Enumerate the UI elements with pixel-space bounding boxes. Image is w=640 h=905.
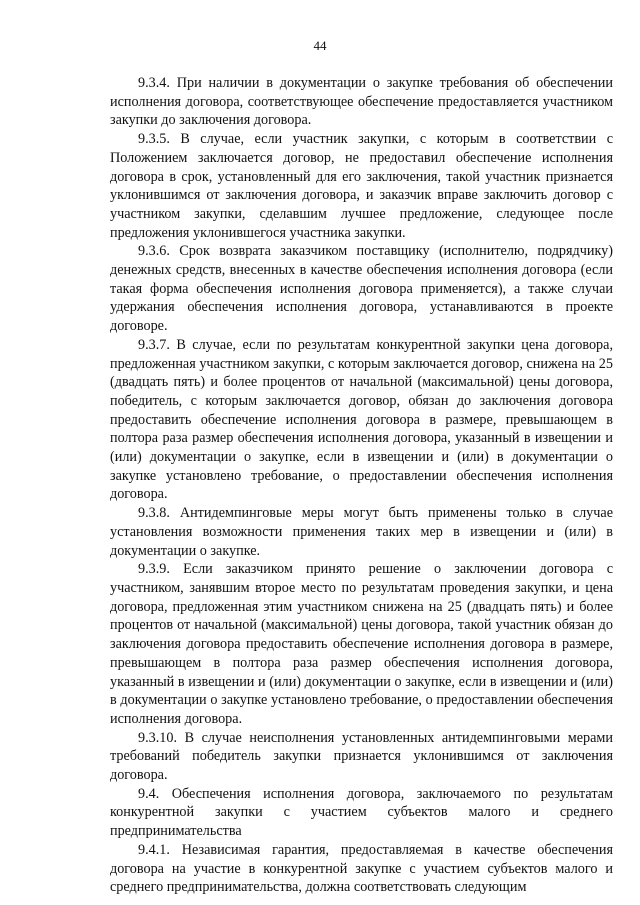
paragraph-9-4-1: 9.4.1. Независимая гарантия, предоставляемая в качестве обеспечения договора на участие в конкурентной закупке с участием субъектов малого и среднего предпринимательства, должна соответствовать следующим: [110, 841, 613, 896]
page-number: 44: [313, 38, 327, 53]
paragraph-9-3-7: 9.3.7. В случае, если по результатам конкурентной закупки цена договора, предложенная участником закупки, с которым заключается договор, снижена на 25 (двадцать пять) и более процентов от начальной (максимальной) цены договора, победитель, с которым заключается договор, обязан до заключения договора предоставить обеспечение исполнения договора в размере, превышающем в полтора раза размер обеспечения исполнения договора, указанный в извещении и (или) документации о закупке, если в извещении и (или) в документации о закупке установлено требование, о предоставлении обеспечения исполнения договора.: [110, 336, 613, 503]
paragraph-9-4: 9.4. Обеспечения исполнения договора, заключаемого по результатам конкурентной закупки с участием субъектов малого и среднего предпринимательства: [110, 785, 613, 840]
document-body: [110, 74, 613, 897]
paragraph-9-3-9: 9.3.9. Если заказчиком принято решение о заключении договора с участником, занявшим второе место по результатам проведения закупки, и цена договора, предложенная этим участником снижена на 25 (двадцать пять) и более процентов от начальной (максимальной) цены договора, такой участник обязан до заключения договора предоставить обеспечение исполнения договора в размере, превышающем в полтора раза размер обеспечения исполнения договора, указанный в извещении и (или) документации о закупке, если в извещении и (или) в документации о закупке установлено требование, о предоставлении обеспечения исполнения договора.: [110, 561, 613, 727]
paragraph-9-3-4: 9.3.4. При наличии в документации о закупке требования об обеспечении исполнения договора, соответствующее обеспечение предоставляется участником закупки до заключения договора.: [110, 75, 613, 129]
paragraph-9-3-5: 9.3.5. В случае, если участник закупки, с которым в соответствии с Положением заключается договор, не предоставил обеспечение исполнения договора в срок, установленный для его заключения, такой участник признается уклонившимся от заключения договора, и заказчик вправе заключить договор с участником закупки, сделавшим лучшее предложение, следующее после предложения уклонившегося участника закупки.: [110, 131, 613, 241]
paragraph-9-3-6: 9.3.6. Срок возврата заказчиком поставщику (исполнителю, подрядчику) денежных средств, внесенных в качестве обеспечения исполнения договора (если такая форма обеспечения исполнения договора применяется), а также случаи удержания обеспечения исполнения договора, устанавливаются в проекте договоре.: [110, 243, 613, 335]
paragraph-9-3-10: 9.3.10. В случае неисполнения установленных антидемпинговыми мерами требований победитель закупки признается уклонившимся от заключения договора.: [110, 729, 613, 784]
paragraph-9-3-8: 9.3.8. Антидемпинговые меры могут быть применены только в случае установления возможности применения таких мер в извещении и (или) в документации о закупке.: [110, 505, 613, 559]
